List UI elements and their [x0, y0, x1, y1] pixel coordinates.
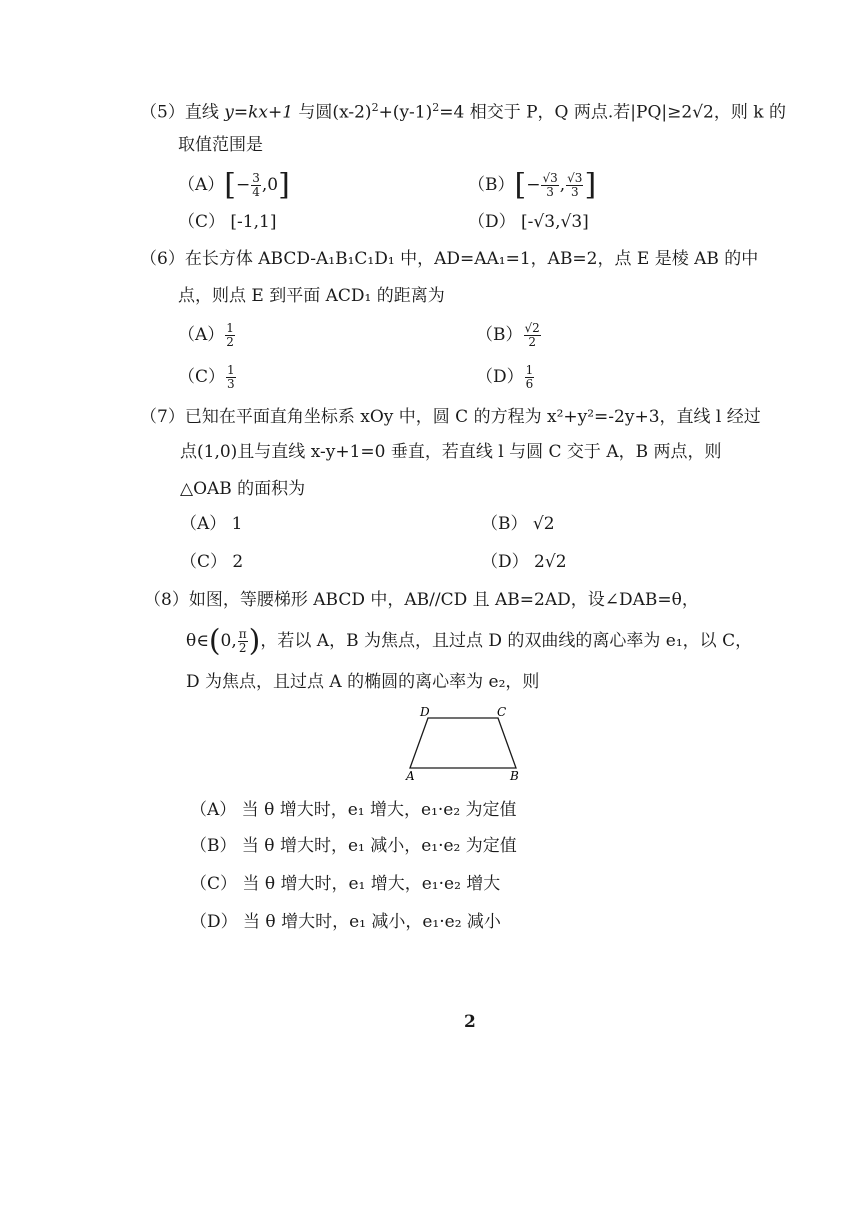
q8-text: ，若以 A，B 为焦点，且过点 D 的双曲线的离心率为 e₁，以 C， [260, 631, 753, 651]
trapezoid-figure [398, 702, 538, 784]
text: , [555, 212, 561, 232]
option-label: （D） [476, 367, 524, 387]
text: ] [582, 212, 589, 232]
denominator: 2 [238, 641, 247, 655]
denominator: 3 [227, 377, 235, 391]
q5-option-d [468, 210, 589, 234]
q5-line-equation: y=kx+1 [224, 102, 294, 123]
q6-option-d [476, 364, 535, 391]
numerator: √3 [567, 171, 583, 185]
trapezoid-abcd [410, 718, 516, 768]
numerator: 1 [226, 321, 234, 335]
q6-option-c [178, 364, 237, 391]
bracket: ] [278, 167, 290, 203]
text: 0, [220, 631, 237, 651]
minus: − [526, 175, 541, 195]
q6-stem-line2: 点，则点 E 到平面 ACD₁ 的距离为 [178, 286, 445, 306]
q8-text: 如图，等腰梯形 ABCD 中，AB//CD 且 AB=2AD，设∠DAB=θ， [188, 590, 699, 610]
label-c: C [497, 705, 507, 719]
text: ,0 [261, 175, 279, 195]
q7-stem-line3: △OAB 的面积为 [180, 479, 306, 499]
q6-number: （6） [140, 249, 185, 269]
q8-text: θ∈ [186, 631, 209, 651]
fraction [225, 322, 235, 349]
q5-exponent: 2 [432, 101, 440, 114]
q5-option-b [468, 167, 597, 203]
q6-option-b [476, 322, 542, 349]
numerator: 3 [252, 171, 260, 185]
numerator: √3 [542, 171, 558, 185]
q7-option-d [481, 550, 567, 574]
option-label: （D） 2 [481, 552, 545, 572]
option-label: （B） [468, 175, 515, 195]
fraction [226, 364, 236, 391]
q5-option-a [178, 167, 290, 203]
denominator: 2 [226, 335, 234, 349]
numerator: π [238, 627, 247, 641]
fraction [524, 322, 541, 349]
q6-stem-line1 [140, 247, 758, 271]
q5-text: +(y-1) [378, 102, 433, 123]
q8-option-c: （C） 当 θ 增大时，e₁ 增大，e₁·e₂ 增大 [190, 874, 501, 894]
q5-text: 与圆(x-2) [293, 102, 372, 123]
q6-text: 在长方体 ABCD-A₁B₁C₁D₁ 中，AD=AA₁=1，AB=2，点 E 是棱 AB 的中 [184, 249, 759, 269]
paren: ( [208, 623, 221, 659]
denominator: 4 [252, 185, 260, 199]
option-label: （C） [178, 367, 226, 387]
sqrt: √3 [533, 212, 556, 232]
q7-option-c: （C） 2 [180, 552, 244, 572]
option-label: （B） [476, 325, 523, 345]
fraction [251, 172, 261, 199]
sqrt: √3 [560, 212, 583, 232]
minus: − [236, 175, 251, 195]
label-a: A [406, 769, 415, 783]
q7-stem-line2: 点(1,0)且与直线 x-y+1=0 垂直，若直线 l 与圆 C 交于 A，B 两点，则 [180, 442, 722, 462]
sqrt: √2 [532, 514, 555, 534]
q8-option-b: （B） 当 θ 增大时，e₁ 减小，e₁·e₂ 为定值 [190, 836, 517, 856]
fraction [566, 172, 583, 199]
q8-stem-line1 [144, 588, 699, 612]
page-number: 2 [464, 1012, 476, 1032]
bracket: [ [514, 167, 527, 203]
q8-option-a: （A） 当 θ 增大时，e₁ 增大，e₁·e₂ 为定值 [190, 800, 517, 820]
denominator: 3 [546, 185, 554, 199]
option-label: （D） [- [468, 212, 534, 232]
q8-stem-line2 [186, 623, 753, 659]
bracket: [ [224, 167, 236, 203]
sqrt: √2 [544, 552, 567, 572]
q5-option-c: （C） [-1,1] [178, 212, 277, 232]
q7-option-a: （A） 1 [180, 514, 243, 534]
q8-number: （8） [144, 590, 189, 610]
q7-number: （7） [140, 407, 185, 427]
q5-stem-line1 [140, 96, 786, 125]
q8-option-d: （D） 当 θ 增大时，e₁ 减小，e₁·e₂ 减小 [190, 912, 501, 932]
option-label: （A） [178, 175, 225, 195]
denominator: 2 [528, 335, 536, 349]
q5-text: ，则 k 的 [713, 102, 786, 123]
fraction [525, 364, 535, 391]
q5-sqrt: √2 [692, 102, 714, 123]
q7-stem-line1 [140, 405, 761, 429]
numerator: 1 [525, 363, 534, 377]
q7-text: 已知在平面直角坐标系 xOy 中，圆 C 的方程为 x²+y²=-2y+3，直线 l 经过 [184, 407, 761, 427]
label-d: D [420, 705, 430, 719]
option-label: （B） [481, 514, 533, 534]
denominator: 3 [570, 185, 579, 199]
numerator: 1 [227, 363, 235, 377]
q5-exponent: 2 [371, 101, 379, 114]
paren: ) [248, 623, 261, 659]
bracket: ] [584, 167, 597, 203]
q8-stem-line3: D 为焦点，且过点 A 的椭圆的离心率为 e₂，则 [186, 672, 540, 692]
denominator: 6 [525, 377, 534, 391]
q5-text: =4 相交于 P，Q 两点.若|PQ|≥2 [439, 102, 693, 123]
fraction [541, 172, 558, 199]
numerator: √2 [524, 321, 540, 335]
q7-option-b [481, 512, 555, 536]
q6-option-a [178, 322, 236, 349]
fraction [238, 628, 248, 655]
text: , [559, 175, 566, 195]
q5-text: 直线 [184, 102, 225, 123]
q5-number: （5） [140, 102, 185, 123]
option-label: （A） [178, 325, 225, 345]
label-b: B [510, 769, 519, 783]
q5-stem-line2: 取值范围是 [178, 135, 263, 155]
